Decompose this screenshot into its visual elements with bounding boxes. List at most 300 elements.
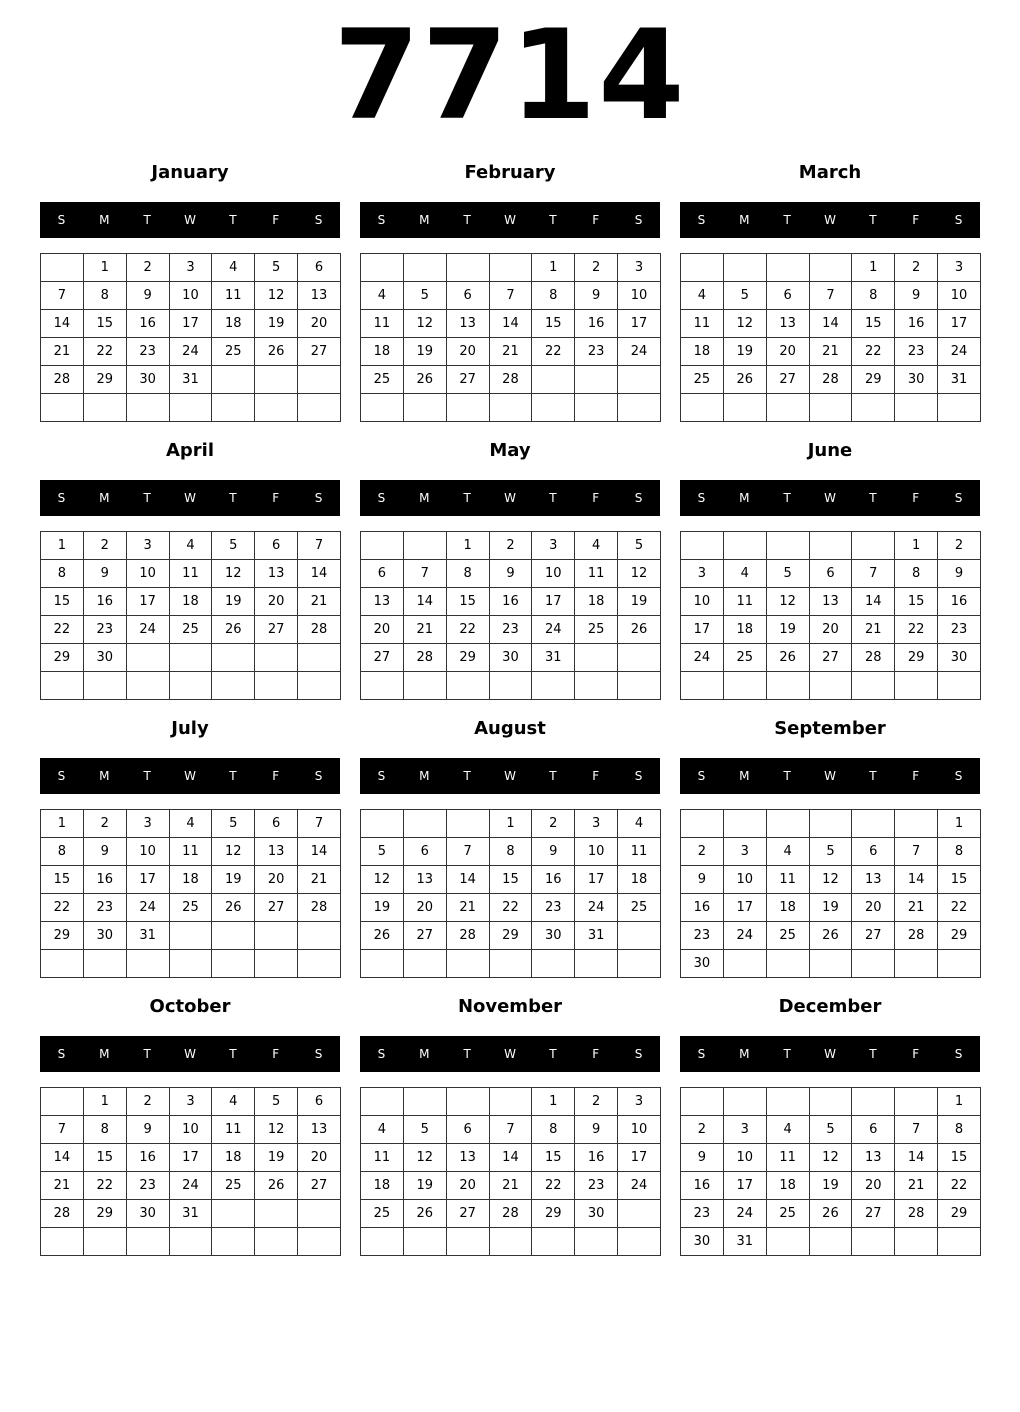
day-cell: 14 bbox=[41, 310, 84, 338]
day-cell: 20 bbox=[766, 338, 809, 366]
week-row bbox=[361, 282, 661, 310]
day-cell: 21 bbox=[852, 616, 895, 644]
day-cell: 26 bbox=[212, 894, 255, 922]
day-cell: 3 bbox=[723, 1116, 766, 1144]
day-cell bbox=[255, 366, 298, 394]
day-cell bbox=[938, 950, 981, 978]
week-row bbox=[361, 810, 661, 838]
day-cell: 28 bbox=[809, 366, 852, 394]
day-cell: 12 bbox=[809, 866, 852, 894]
day-cell bbox=[766, 254, 809, 282]
day-cell: 16 bbox=[938, 588, 981, 616]
day-cell: 8 bbox=[41, 560, 84, 588]
day-cell: 20 bbox=[446, 338, 489, 366]
weekday-label: M bbox=[419, 491, 430, 505]
week-row bbox=[41, 810, 341, 838]
day-cell bbox=[446, 810, 489, 838]
day-cell: 21 bbox=[489, 338, 532, 366]
week-row bbox=[681, 1144, 981, 1172]
day-cell: 7 bbox=[895, 1116, 938, 1144]
month-name: June bbox=[807, 440, 853, 461]
day-cell: 29 bbox=[83, 1200, 126, 1228]
month-name: January bbox=[151, 162, 229, 183]
weekday-label: T bbox=[549, 1047, 557, 1061]
day-cell: 7 bbox=[41, 1116, 84, 1144]
day-cell bbox=[938, 1228, 981, 1256]
weekday-label: W bbox=[184, 491, 196, 505]
day-cell: 24 bbox=[618, 1172, 661, 1200]
week-row bbox=[361, 1228, 661, 1256]
month-march bbox=[680, 158, 980, 428]
day-cell: 23 bbox=[938, 616, 981, 644]
day-cell: 15 bbox=[852, 310, 895, 338]
day-cell: 11 bbox=[361, 310, 404, 338]
weekday-label: S bbox=[697, 769, 706, 783]
weekday-header bbox=[680, 202, 980, 238]
days-table bbox=[360, 253, 661, 422]
day-cell: 27 bbox=[766, 366, 809, 394]
day-cell: 2 bbox=[83, 810, 126, 838]
day-cell: 24 bbox=[723, 922, 766, 950]
day-cell: 30 bbox=[532, 922, 575, 950]
day-cell: 29 bbox=[938, 922, 981, 950]
day-cell: 28 bbox=[298, 894, 341, 922]
day-cell bbox=[212, 644, 255, 672]
day-cell: 13 bbox=[403, 866, 446, 894]
day-cell: 4 bbox=[723, 560, 766, 588]
day-cell bbox=[895, 394, 938, 422]
day-cell: 7 bbox=[446, 838, 489, 866]
day-cell: 19 bbox=[766, 616, 809, 644]
weekday-header bbox=[360, 758, 660, 794]
day-cell bbox=[298, 394, 341, 422]
day-cell: 30 bbox=[83, 644, 126, 672]
day-cell: 17 bbox=[618, 310, 661, 338]
day-cell bbox=[83, 950, 126, 978]
month-name: September bbox=[774, 718, 886, 739]
weekday-label: M bbox=[739, 1047, 750, 1061]
day-cell bbox=[41, 394, 84, 422]
day-cell: 6 bbox=[446, 282, 489, 310]
day-cell bbox=[809, 810, 852, 838]
day-cell bbox=[298, 922, 341, 950]
day-cell: 9 bbox=[938, 560, 981, 588]
day-cell: 31 bbox=[169, 1200, 212, 1228]
week-row bbox=[681, 838, 981, 866]
week-row bbox=[361, 1172, 661, 1200]
days-table bbox=[360, 809, 661, 978]
day-cell: 6 bbox=[852, 1116, 895, 1144]
day-cell: 29 bbox=[852, 366, 895, 394]
day-cell: 29 bbox=[532, 1200, 575, 1228]
day-cell bbox=[852, 1088, 895, 1116]
day-cell: 16 bbox=[126, 310, 169, 338]
day-cell bbox=[298, 672, 341, 700]
day-cell bbox=[575, 672, 618, 700]
weekday-label: W bbox=[824, 1047, 836, 1061]
day-cell: 24 bbox=[169, 1172, 212, 1200]
day-cell bbox=[895, 1228, 938, 1256]
week-row bbox=[681, 1088, 981, 1116]
day-cell bbox=[852, 810, 895, 838]
day-cell: 21 bbox=[298, 588, 341, 616]
day-cell: 11 bbox=[723, 588, 766, 616]
day-cell: 16 bbox=[126, 1144, 169, 1172]
day-cell bbox=[361, 532, 404, 560]
day-cell: 22 bbox=[83, 338, 126, 366]
week-row bbox=[681, 1228, 981, 1256]
day-cell bbox=[809, 254, 852, 282]
day-cell: 6 bbox=[255, 532, 298, 560]
day-cell: 16 bbox=[83, 588, 126, 616]
day-cell bbox=[895, 672, 938, 700]
day-cell bbox=[255, 394, 298, 422]
day-cell: 11 bbox=[766, 1144, 809, 1172]
day-cell: 16 bbox=[895, 310, 938, 338]
week-row bbox=[681, 644, 981, 672]
day-cell: 27 bbox=[809, 644, 852, 672]
day-cell: 1 bbox=[489, 810, 532, 838]
day-cell: 8 bbox=[83, 282, 126, 310]
weekday-label: T bbox=[869, 1047, 877, 1061]
day-cell: 25 bbox=[212, 1172, 255, 1200]
day-cell: 17 bbox=[169, 1144, 212, 1172]
day-cell: 18 bbox=[212, 310, 255, 338]
week-row bbox=[41, 310, 341, 338]
week-row bbox=[41, 560, 341, 588]
day-cell: 16 bbox=[681, 894, 724, 922]
day-cell: 12 bbox=[255, 1116, 298, 1144]
weekday-label: S bbox=[697, 491, 706, 505]
day-cell: 5 bbox=[212, 810, 255, 838]
day-cell: 1 bbox=[83, 254, 126, 282]
day-cell: 4 bbox=[361, 282, 404, 310]
weekday-header bbox=[40, 480, 340, 516]
day-cell: 24 bbox=[126, 616, 169, 644]
month-october bbox=[40, 992, 340, 1262]
day-cell: 24 bbox=[938, 338, 981, 366]
day-cell: 23 bbox=[83, 894, 126, 922]
day-cell: 12 bbox=[618, 560, 661, 588]
weekday-label: M bbox=[739, 491, 750, 505]
day-cell: 23 bbox=[126, 1172, 169, 1200]
weekday-label: S bbox=[954, 491, 963, 505]
weekday-label: S bbox=[377, 491, 386, 505]
week-row bbox=[681, 366, 981, 394]
day-cell bbox=[618, 644, 661, 672]
day-cell bbox=[446, 394, 489, 422]
weekday-label: T bbox=[229, 769, 237, 783]
day-cell bbox=[255, 644, 298, 672]
week-row bbox=[41, 950, 341, 978]
day-cell: 30 bbox=[126, 366, 169, 394]
day-cell bbox=[681, 532, 724, 560]
day-cell: 19 bbox=[809, 894, 852, 922]
month-name: February bbox=[464, 162, 556, 183]
day-cell: 28 bbox=[403, 644, 446, 672]
day-cell: 15 bbox=[41, 588, 84, 616]
day-cell bbox=[212, 672, 255, 700]
day-cell: 17 bbox=[723, 1172, 766, 1200]
weekday-label: S bbox=[377, 1047, 386, 1061]
day-cell bbox=[575, 366, 618, 394]
day-cell: 3 bbox=[618, 254, 661, 282]
day-cell: 15 bbox=[83, 310, 126, 338]
week-row bbox=[681, 310, 981, 338]
weekday-label: S bbox=[697, 213, 706, 227]
day-cell bbox=[618, 1200, 661, 1228]
day-cell: 8 bbox=[938, 1116, 981, 1144]
day-cell: 4 bbox=[169, 532, 212, 560]
day-cell: 30 bbox=[489, 644, 532, 672]
day-cell: 25 bbox=[766, 1200, 809, 1228]
day-cell: 22 bbox=[895, 616, 938, 644]
weekday-label: M bbox=[99, 1047, 110, 1061]
week-row bbox=[681, 254, 981, 282]
day-cell: 25 bbox=[575, 616, 618, 644]
day-cell: 19 bbox=[212, 588, 255, 616]
weekday-label: S bbox=[634, 769, 643, 783]
week-row bbox=[41, 1144, 341, 1172]
day-cell: 13 bbox=[298, 1116, 341, 1144]
week-row bbox=[361, 1200, 661, 1228]
day-cell bbox=[83, 672, 126, 700]
day-cell bbox=[126, 644, 169, 672]
day-cell: 16 bbox=[575, 310, 618, 338]
week-row bbox=[41, 1200, 341, 1228]
day-cell: 9 bbox=[126, 282, 169, 310]
weekday-label: T bbox=[783, 1047, 791, 1061]
day-cell: 1 bbox=[938, 1088, 981, 1116]
month-name: December bbox=[778, 996, 882, 1017]
day-cell: 18 bbox=[723, 616, 766, 644]
day-cell: 5 bbox=[403, 282, 446, 310]
day-cell: 7 bbox=[852, 560, 895, 588]
day-cell bbox=[255, 1200, 298, 1228]
weekday-header bbox=[360, 480, 660, 516]
day-cell: 20 bbox=[403, 894, 446, 922]
weekday-label: S bbox=[57, 769, 66, 783]
day-cell bbox=[723, 810, 766, 838]
day-cell bbox=[618, 1228, 661, 1256]
day-cell bbox=[852, 532, 895, 560]
day-cell: 25 bbox=[169, 894, 212, 922]
day-cell: 8 bbox=[852, 282, 895, 310]
day-cell: 1 bbox=[41, 810, 84, 838]
weekday-label: T bbox=[463, 491, 471, 505]
day-cell bbox=[809, 1228, 852, 1256]
weekday-label: W bbox=[824, 491, 836, 505]
day-cell: 13 bbox=[298, 282, 341, 310]
weekday-label: T bbox=[549, 491, 557, 505]
day-cell bbox=[212, 950, 255, 978]
day-cell: 15 bbox=[938, 1144, 981, 1172]
day-cell: 17 bbox=[618, 1144, 661, 1172]
day-cell: 24 bbox=[532, 616, 575, 644]
day-cell: 29 bbox=[938, 1200, 981, 1228]
day-cell: 3 bbox=[126, 810, 169, 838]
day-cell: 17 bbox=[126, 866, 169, 894]
day-cell: 9 bbox=[575, 1116, 618, 1144]
week-row bbox=[361, 866, 661, 894]
week-row bbox=[361, 838, 661, 866]
day-cell bbox=[681, 254, 724, 282]
day-cell: 14 bbox=[852, 588, 895, 616]
day-cell: 14 bbox=[446, 866, 489, 894]
day-cell: 3 bbox=[575, 810, 618, 838]
day-cell: 22 bbox=[83, 1172, 126, 1200]
day-cell bbox=[403, 810, 446, 838]
day-cell: 3 bbox=[169, 1088, 212, 1116]
day-cell: 16 bbox=[681, 1172, 724, 1200]
day-cell: 24 bbox=[681, 644, 724, 672]
day-cell: 10 bbox=[618, 282, 661, 310]
day-cell: 24 bbox=[723, 1200, 766, 1228]
day-cell: 7 bbox=[298, 810, 341, 838]
day-cell: 27 bbox=[852, 1200, 895, 1228]
day-cell: 25 bbox=[361, 1200, 404, 1228]
day-cell bbox=[852, 1228, 895, 1256]
week-row bbox=[41, 644, 341, 672]
day-cell bbox=[532, 394, 575, 422]
weekday-label: W bbox=[184, 213, 196, 227]
day-cell bbox=[83, 394, 126, 422]
day-cell: 25 bbox=[169, 616, 212, 644]
week-row bbox=[361, 922, 661, 950]
day-cell: 20 bbox=[852, 894, 895, 922]
day-cell bbox=[298, 1200, 341, 1228]
weekday-label: W bbox=[184, 769, 196, 783]
day-cell bbox=[681, 672, 724, 700]
day-cell: 8 bbox=[446, 560, 489, 588]
day-cell: 16 bbox=[83, 866, 126, 894]
day-cell bbox=[852, 394, 895, 422]
day-cell: 21 bbox=[403, 616, 446, 644]
day-cell bbox=[446, 1088, 489, 1116]
day-cell: 22 bbox=[41, 894, 84, 922]
day-cell: 25 bbox=[361, 366, 404, 394]
day-cell: 3 bbox=[618, 1088, 661, 1116]
week-row bbox=[681, 672, 981, 700]
day-cell: 9 bbox=[681, 1144, 724, 1172]
day-cell: 25 bbox=[212, 338, 255, 366]
weekday-label: T bbox=[143, 1047, 151, 1061]
day-cell: 9 bbox=[126, 1116, 169, 1144]
day-cell: 23 bbox=[532, 894, 575, 922]
day-cell: 11 bbox=[212, 282, 255, 310]
month-january bbox=[40, 158, 340, 428]
day-cell: 10 bbox=[618, 1116, 661, 1144]
day-cell bbox=[126, 672, 169, 700]
day-cell: 3 bbox=[126, 532, 169, 560]
week-row bbox=[681, 282, 981, 310]
day-cell: 2 bbox=[681, 838, 724, 866]
day-cell: 17 bbox=[938, 310, 981, 338]
day-cell bbox=[618, 922, 661, 950]
weekday-label: T bbox=[143, 491, 151, 505]
day-cell: 20 bbox=[809, 616, 852, 644]
day-cell: 10 bbox=[169, 282, 212, 310]
weekday-label: S bbox=[57, 491, 66, 505]
day-cell: 8 bbox=[532, 282, 575, 310]
weekday-label: W bbox=[824, 213, 836, 227]
day-cell bbox=[298, 366, 341, 394]
day-cell: 15 bbox=[895, 588, 938, 616]
day-cell bbox=[809, 1088, 852, 1116]
day-cell bbox=[212, 1200, 255, 1228]
weekday-label: T bbox=[783, 213, 791, 227]
year-title: 7714 bbox=[333, 4, 687, 148]
day-cell: 27 bbox=[446, 1200, 489, 1228]
day-cell: 15 bbox=[938, 866, 981, 894]
day-cell: 13 bbox=[852, 1144, 895, 1172]
day-cell: 4 bbox=[766, 1116, 809, 1144]
day-cell bbox=[41, 1088, 84, 1116]
month-february bbox=[360, 158, 660, 428]
weekday-label: M bbox=[739, 769, 750, 783]
weekday-label: M bbox=[419, 1047, 430, 1061]
day-cell: 12 bbox=[212, 838, 255, 866]
week-row bbox=[361, 338, 661, 366]
weekday-header bbox=[360, 202, 660, 238]
day-cell bbox=[766, 1088, 809, 1116]
day-cell: 15 bbox=[83, 1144, 126, 1172]
day-cell: 29 bbox=[83, 366, 126, 394]
day-cell: 20 bbox=[298, 1144, 341, 1172]
day-cell: 15 bbox=[446, 588, 489, 616]
month-june bbox=[680, 436, 980, 706]
day-cell: 22 bbox=[938, 1172, 981, 1200]
month-name: August bbox=[474, 718, 546, 739]
week-row bbox=[41, 1116, 341, 1144]
day-cell: 6 bbox=[446, 1116, 489, 1144]
day-cell: 5 bbox=[361, 838, 404, 866]
day-cell: 30 bbox=[895, 366, 938, 394]
day-cell: 27 bbox=[852, 922, 895, 950]
day-cell: 19 bbox=[255, 1144, 298, 1172]
weekday-label: T bbox=[869, 491, 877, 505]
day-cell: 4 bbox=[212, 254, 255, 282]
day-cell: 18 bbox=[361, 1172, 404, 1200]
day-cell: 31 bbox=[938, 366, 981, 394]
day-cell: 5 bbox=[255, 254, 298, 282]
day-cell: 21 bbox=[446, 894, 489, 922]
day-cell: 8 bbox=[41, 838, 84, 866]
month-august bbox=[360, 714, 660, 984]
day-cell: 31 bbox=[723, 1228, 766, 1256]
day-cell: 21 bbox=[895, 894, 938, 922]
day-cell bbox=[41, 1228, 84, 1256]
day-cell: 28 bbox=[41, 366, 84, 394]
day-cell: 2 bbox=[532, 810, 575, 838]
day-cell: 10 bbox=[723, 1144, 766, 1172]
day-cell: 26 bbox=[766, 644, 809, 672]
day-cell: 1 bbox=[83, 1088, 126, 1116]
day-cell bbox=[212, 1228, 255, 1256]
day-cell bbox=[403, 672, 446, 700]
day-cell: 23 bbox=[681, 1200, 724, 1228]
day-cell: 21 bbox=[41, 1172, 84, 1200]
week-row bbox=[41, 532, 341, 560]
day-cell: 14 bbox=[489, 310, 532, 338]
day-cell: 1 bbox=[532, 254, 575, 282]
day-cell: 18 bbox=[575, 588, 618, 616]
day-cell: 5 bbox=[255, 1088, 298, 1116]
weekday-label: F bbox=[912, 213, 920, 227]
day-cell: 26 bbox=[403, 366, 446, 394]
day-cell: 20 bbox=[361, 616, 404, 644]
day-cell bbox=[361, 950, 404, 978]
